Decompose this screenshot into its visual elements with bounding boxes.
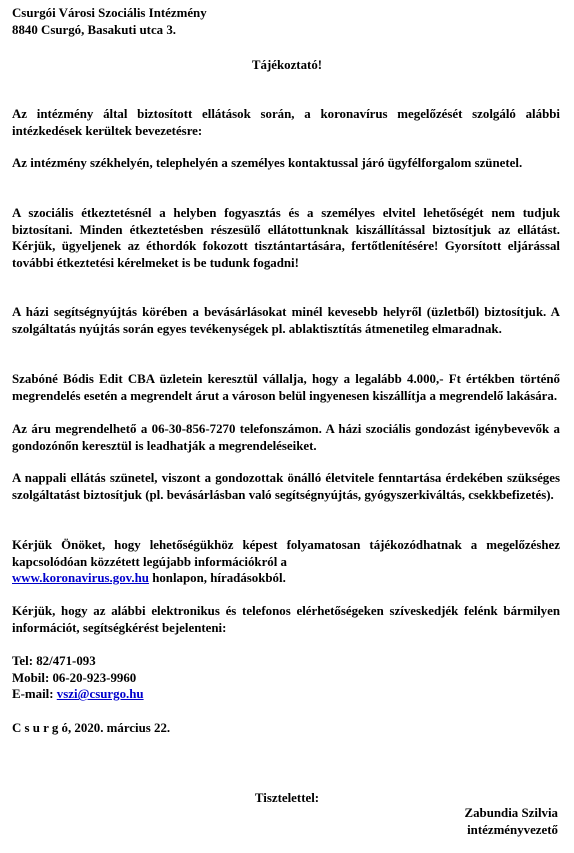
information-text: Kérjük Önöket, hogy lehetőségükhöz képest folyamatosan tájékozódhatnak a megelőzéshez kapcsolódóan közzétett legújabb információkról a — [12, 538, 560, 569]
paragraph-information — [12, 537, 560, 587]
place-and-date: C s u r g ó, 2020. március 22. — [12, 721, 171, 735]
closing-greeting: Tisztelettel: — [254, 791, 320, 805]
signature-block — [465, 805, 559, 838]
intro-paragraph: Az intézmény által biztosított ellátások során, a koronavírus megelőzését szolgáló alábbi intézkedések kerültek bevezetésre: — [12, 107, 560, 138]
koronavirus-website-link[interactable]: www.koronavirus.gov.hu — [12, 571, 149, 586]
paragraph-day-care: A nappali ellátás szünetel, viszont a gondozottak önálló életvitele fenntartása érdekében szükséges szolgáltatást biztosítjuk (pl. bevásárlásban való segítségnyújtás, gyógyszerkiváltás, csekkbefizetés). — [12, 471, 560, 502]
information-text-after-link: honlapon, híradásokból. — [152, 571, 286, 586]
organization-name: Csurgói Városi Szociális Intézmény — [12, 6, 207, 20]
mobile-number: Mobil: 06-20-923-9960 — [12, 670, 137, 685]
email-link[interactable]: vszi@csurgo.hu — [56, 687, 144, 702]
paragraph-home-help: A házi segítségnyújtás körében a bevásárlásokat minél kevesebb helyről (üzletből) biztosítjuk. A szolgáltatás nyújtás során egyes tevékenységek pl. ablaktisztítás átmenetileg elmaradnak. — [12, 305, 560, 336]
letterhead — [12, 5, 312, 38]
paragraph-cba-delivery: Szabóné Bódis Edit CBA üzletein keresztül vállalja, hogy a legalább 4.000,- Ft értékben történő megrendelés esetén a megrendelt árut a városon belül ingyenesen kiszállítja a megrendelő lakására. — [12, 372, 560, 403]
contact-details — [12, 653, 560, 703]
organization-address: 8840 Csurgó, Basakuti utca 3. — [12, 22, 177, 37]
paragraph-customer-service: Az intézmény székhelyén, telephelyén a személyes kontaktussal járó ügyfélforgalom szünetel. — [12, 156, 523, 170]
document-title: Tájékoztató! — [251, 58, 323, 72]
phone-number: Tel: 82/471-093 — [12, 654, 96, 668]
paragraph-order-phone: Az áru megrendelhető a 06-30-856-7270 telefonszámon. A házi szociális gondozást igénybevevők a gondozónőn keresztül is leadhatják a megrendeléseiket. — [12, 422, 560, 453]
signatory-role: intézményvezető — [467, 822, 558, 837]
paragraph-meals: A szociális étkeztetésnél a helyben fogyasztás és a személyes elvitel lehetőségét nem tudjuk biztosítani. Minden étkeztetésben részesülő ellátottunknak kiszállítással biztosítjuk az ellátást. Kérjük, ügyeljenek az éthordók fokozott tisztántartására, fertőtlenítésére! Gyorsított eljárással további étkeztetési kérelmeket is be tudunk fogadni! — [12, 206, 560, 270]
paragraph-contact-request: Kérjük, hogy az alábbi elektronikus és telefonos elérhetőségeken szíveskedjék felénk bármilyen információt, segítségkérést bejelenteni: — [12, 604, 560, 635]
email-label: E-mail: — [12, 687, 54, 702]
signatory-name: Zabundia Szilvia — [464, 806, 558, 820]
